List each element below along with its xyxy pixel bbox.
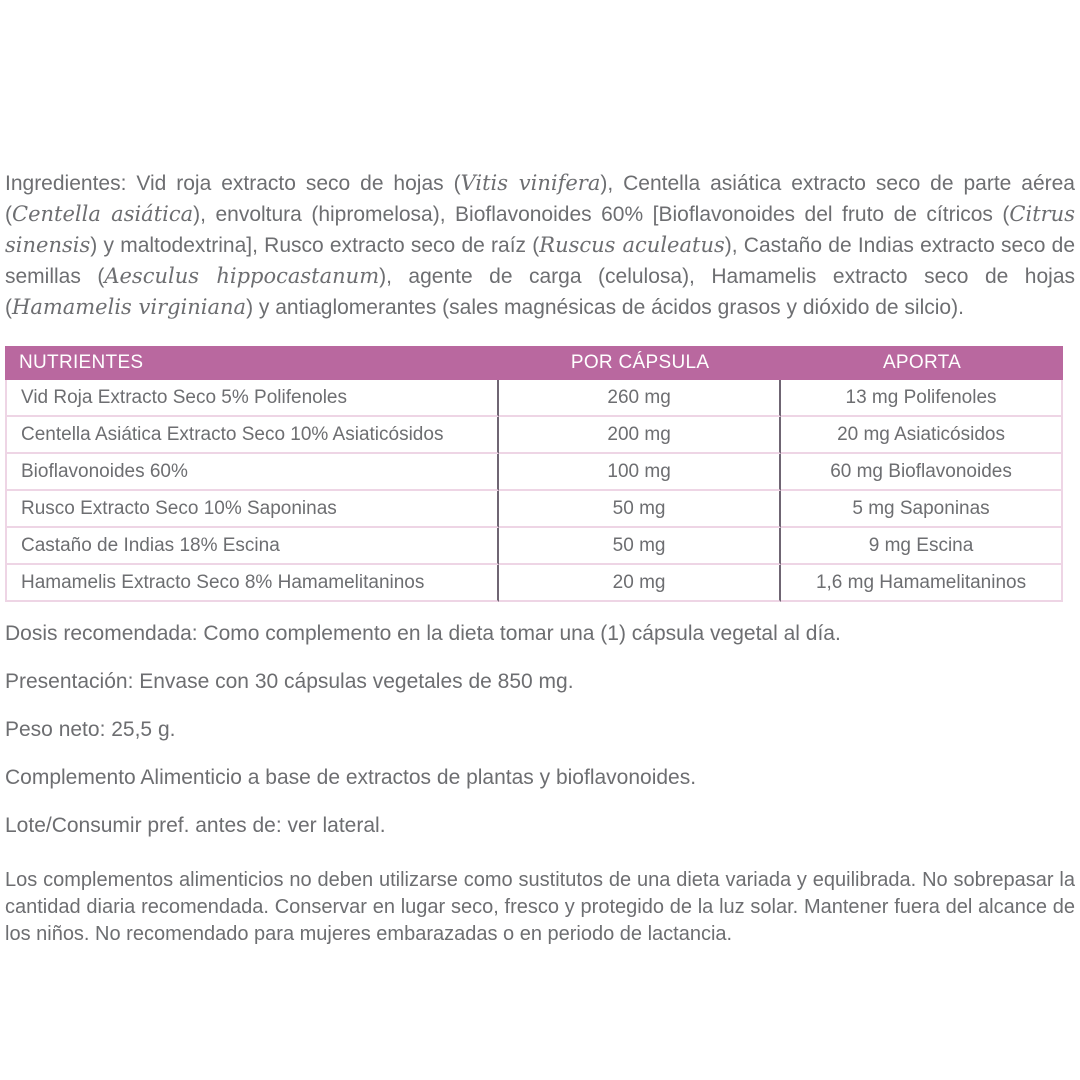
- table-header-cell: POR CÁPSULA: [499, 346, 781, 380]
- lot-expiry-paragraph: Lote/Consumir pref. antes de: ver lateral.: [5, 814, 386, 837]
- ingredients-text: ), Castaño de Indias extracto seco de semillas (: [5, 234, 1076, 288]
- table-cell: 13 mg Polifenoles: [781, 380, 1063, 417]
- ingredients-text: ) y maltodextrina], Rusco extracto seco de raíz (: [90, 234, 540, 257]
- latin-species-name: Citrus sinensis: [5, 202, 1075, 257]
- latin-species-name: Vitis vinifera: [460, 171, 601, 195]
- table-header-cell: NUTRIENTES: [5, 346, 499, 380]
- table-row: [5, 491, 1063, 528]
- table-cell: 9 mg Escina: [781, 528, 1063, 565]
- supplement-description-paragraph: Complemento Alimenticio a base de extractos de plantas y bioflavonoides.: [5, 766, 697, 789]
- table-cell: Rusco Extracto Seco 10% Saponinas: [5, 491, 499, 528]
- disclaimer-paragraph: Los complementos alimenticios no deben utilizarse como sustitutos de una dieta variada y equilibrada. No sobrepasar la cantidad diaria recomendada. Conservar en lugar seco, fresco y protegido de la luz solar. Mantener fuera del alcance de los niños. No recomendado para mujeres embarazadas o en periodo de lactancia.: [5, 869, 1075, 945]
- table-cell: Vid Roja Extracto Seco 5% Polifenoles: [5, 380, 499, 417]
- nutrients-table-body: [5, 380, 1063, 602]
- table-row: [5, 380, 1063, 417]
- table-row: [5, 417, 1063, 454]
- table-row: [5, 454, 1063, 491]
- latin-species-name: Ruscus aculeatus: [539, 233, 725, 257]
- table-cell: 20 mg: [499, 565, 781, 602]
- table-cell: 60 mg Bioflavonoides: [781, 454, 1063, 491]
- ingredients-text: ), agente de carga (celulosa), Hamamelis extracto seco de hojas (: [5, 265, 1075, 319]
- ingredients-text: ), envoltura (hipromelosa), Bioflavonoides 60% [Bioflavonoides del fruto de cítricos (: [193, 203, 1010, 226]
- table-cell: 260 mg: [499, 380, 781, 417]
- latin-species-name: Centella asiática: [12, 202, 194, 226]
- ingredients-text: Ingredientes: Vid roja extracto seco de hojas (: [5, 172, 461, 195]
- table-cell: 200 mg: [499, 417, 781, 454]
- table-cell: 1,6 mg Hamamelitaninos: [781, 565, 1063, 602]
- table-row: [5, 528, 1063, 565]
- table-cell: 50 mg: [499, 528, 781, 565]
- ingredients-text: ) y antiaglomerantes (sales magnésicas de ácidos grasos y dióxido de silcio).: [246, 296, 964, 319]
- table-cell: 100 mg: [499, 454, 781, 491]
- ingredients-text: ), Centella asiática extracto seco de parte aérea (: [5, 172, 1075, 226]
- table-header-cell: APORTA: [781, 346, 1063, 380]
- latin-species-name: Hamamelis virginiana: [12, 295, 247, 319]
- table-cell: 20 mg Asiaticósidos: [781, 417, 1063, 454]
- table-cell: 50 mg: [499, 491, 781, 528]
- ingredients-paragraph: [5, 168, 1075, 323]
- table-cell: 5 mg Saponinas: [781, 491, 1063, 528]
- dosage-paragraph: Dosis recomendada: Como complemento en la dieta tomar una (1) cápsula vegetal al día.: [5, 622, 841, 645]
- table-cell: Castaño de Indias 18% Escina: [5, 528, 499, 565]
- table-cell: Bioflavonoides 60%: [5, 454, 499, 491]
- table-cell: Hamamelis Extracto Seco 8% Hamamelitaninos: [5, 565, 499, 602]
- table-cell: Centella Asiática Extracto Seco 10% Asiaticósidos: [5, 417, 499, 454]
- nutrients-table: [5, 346, 1063, 602]
- net-weight-paragraph: Peso neto: 25,5 g.: [5, 718, 176, 741]
- nutrients-table-head: [5, 346, 1063, 380]
- table-row: [5, 565, 1063, 602]
- nutrients-table-header-row: [5, 346, 1063, 380]
- latin-species-name: Aesculus hippocastanum: [104, 264, 380, 288]
- presentation-paragraph: Presentación: Envase con 30 cápsulas vegetales de 850 mg.: [5, 670, 574, 693]
